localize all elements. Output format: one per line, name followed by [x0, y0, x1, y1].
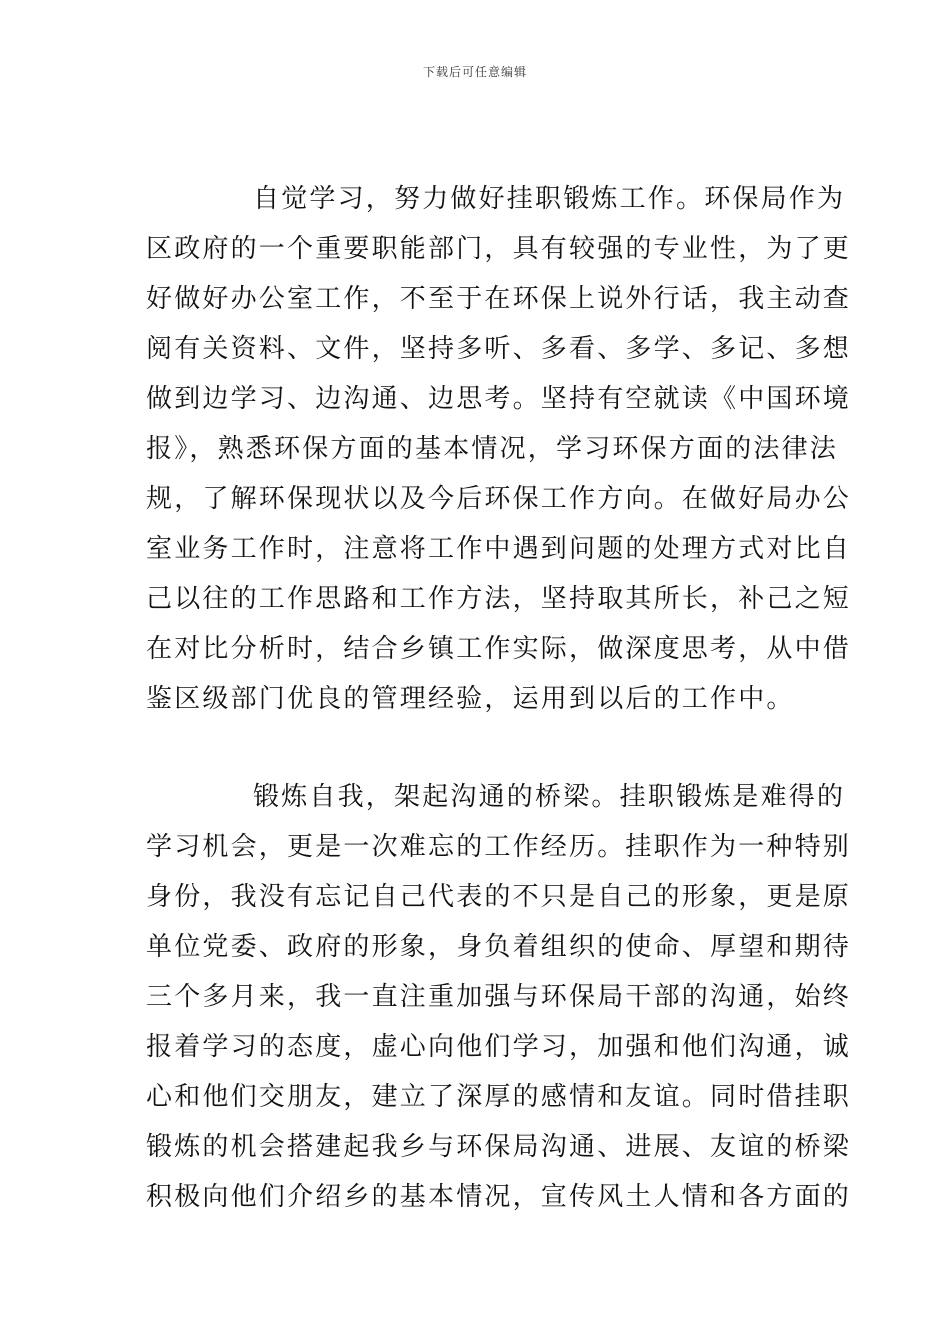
page-header-note: 下载后可任意编辑	[422, 65, 527, 79]
paragraph-line: 三个多月来，我一直注重加强与环保局干部的沟通，始终	[146, 982, 852, 1012]
paragraph-line: 积极向他们介绍乡的基本情况，宣传风土人情和各方面的	[146, 1182, 852, 1212]
paragraph-line: 单位党委、政府的形象，身负着组织的使命、厚望和期待	[146, 932, 852, 962]
body-paragraph-1	[146, 174, 852, 724]
paragraph-line: 自觉学习，努力做好挂职锻炼工作。环保局作为	[253, 184, 846, 214]
paragraph-line: 做到边学习、边沟通、边思考。坚持有空就读《中国环境	[146, 384, 852, 414]
paragraph-line: 身份，我没有忘记自己代表的不只是自己的形象，更是原	[146, 882, 852, 912]
paragraph-line: 心和他们交朋友，建立了深厚的感情和友谊。同时借挂职	[146, 1082, 852, 1112]
paragraph-line: 在对比分析时，结合乡镇工作实际，做深度思考，从中借	[146, 634, 852, 664]
paragraph-line: 锻炼的机会搭建起我乡与环保局沟通、进展、友谊的桥梁	[146, 1132, 852, 1162]
paragraph-line: 报》，熟悉环保方面的基本情况，学习环保方面的法律法	[146, 434, 839, 464]
paragraph-line: 规，了解环保现状以及今后环保工作方向。在做好局办公	[146, 484, 852, 514]
paragraph-line: 学习机会，更是一次难忘的工作经历。挂职作为一种特别	[146, 832, 852, 862]
paragraph-line: 锻炼自我，架起沟通的桥梁。挂职锻炼是难得的	[253, 782, 846, 812]
paragraph-line: 区政府的一个重要职能部门，具有较强的专业性，为了更	[146, 234, 852, 264]
body-paragraph-2	[146, 772, 852, 1222]
paragraph-line: 报着学习的态度，虚心向他们学习，加强和他们沟通，诚	[146, 1032, 852, 1062]
paragraph-line: 鉴区级部门优良的管理经验，运用到以后的工作中。	[146, 684, 795, 714]
paragraph-line: 阅有关资料、文件，坚持多听、多看、多学、多记、多想	[146, 334, 852, 364]
paragraph-line: 己以往的工作思路和工作方法，坚持取其所长，补己之短	[146, 584, 852, 614]
paragraph-line: 室业务工作时，注意将工作中遇到问题的处理方式对比自	[146, 534, 852, 564]
paragraph-line: 好做好办公室工作，不至于在环保上说外行话，我主动查	[146, 284, 852, 314]
